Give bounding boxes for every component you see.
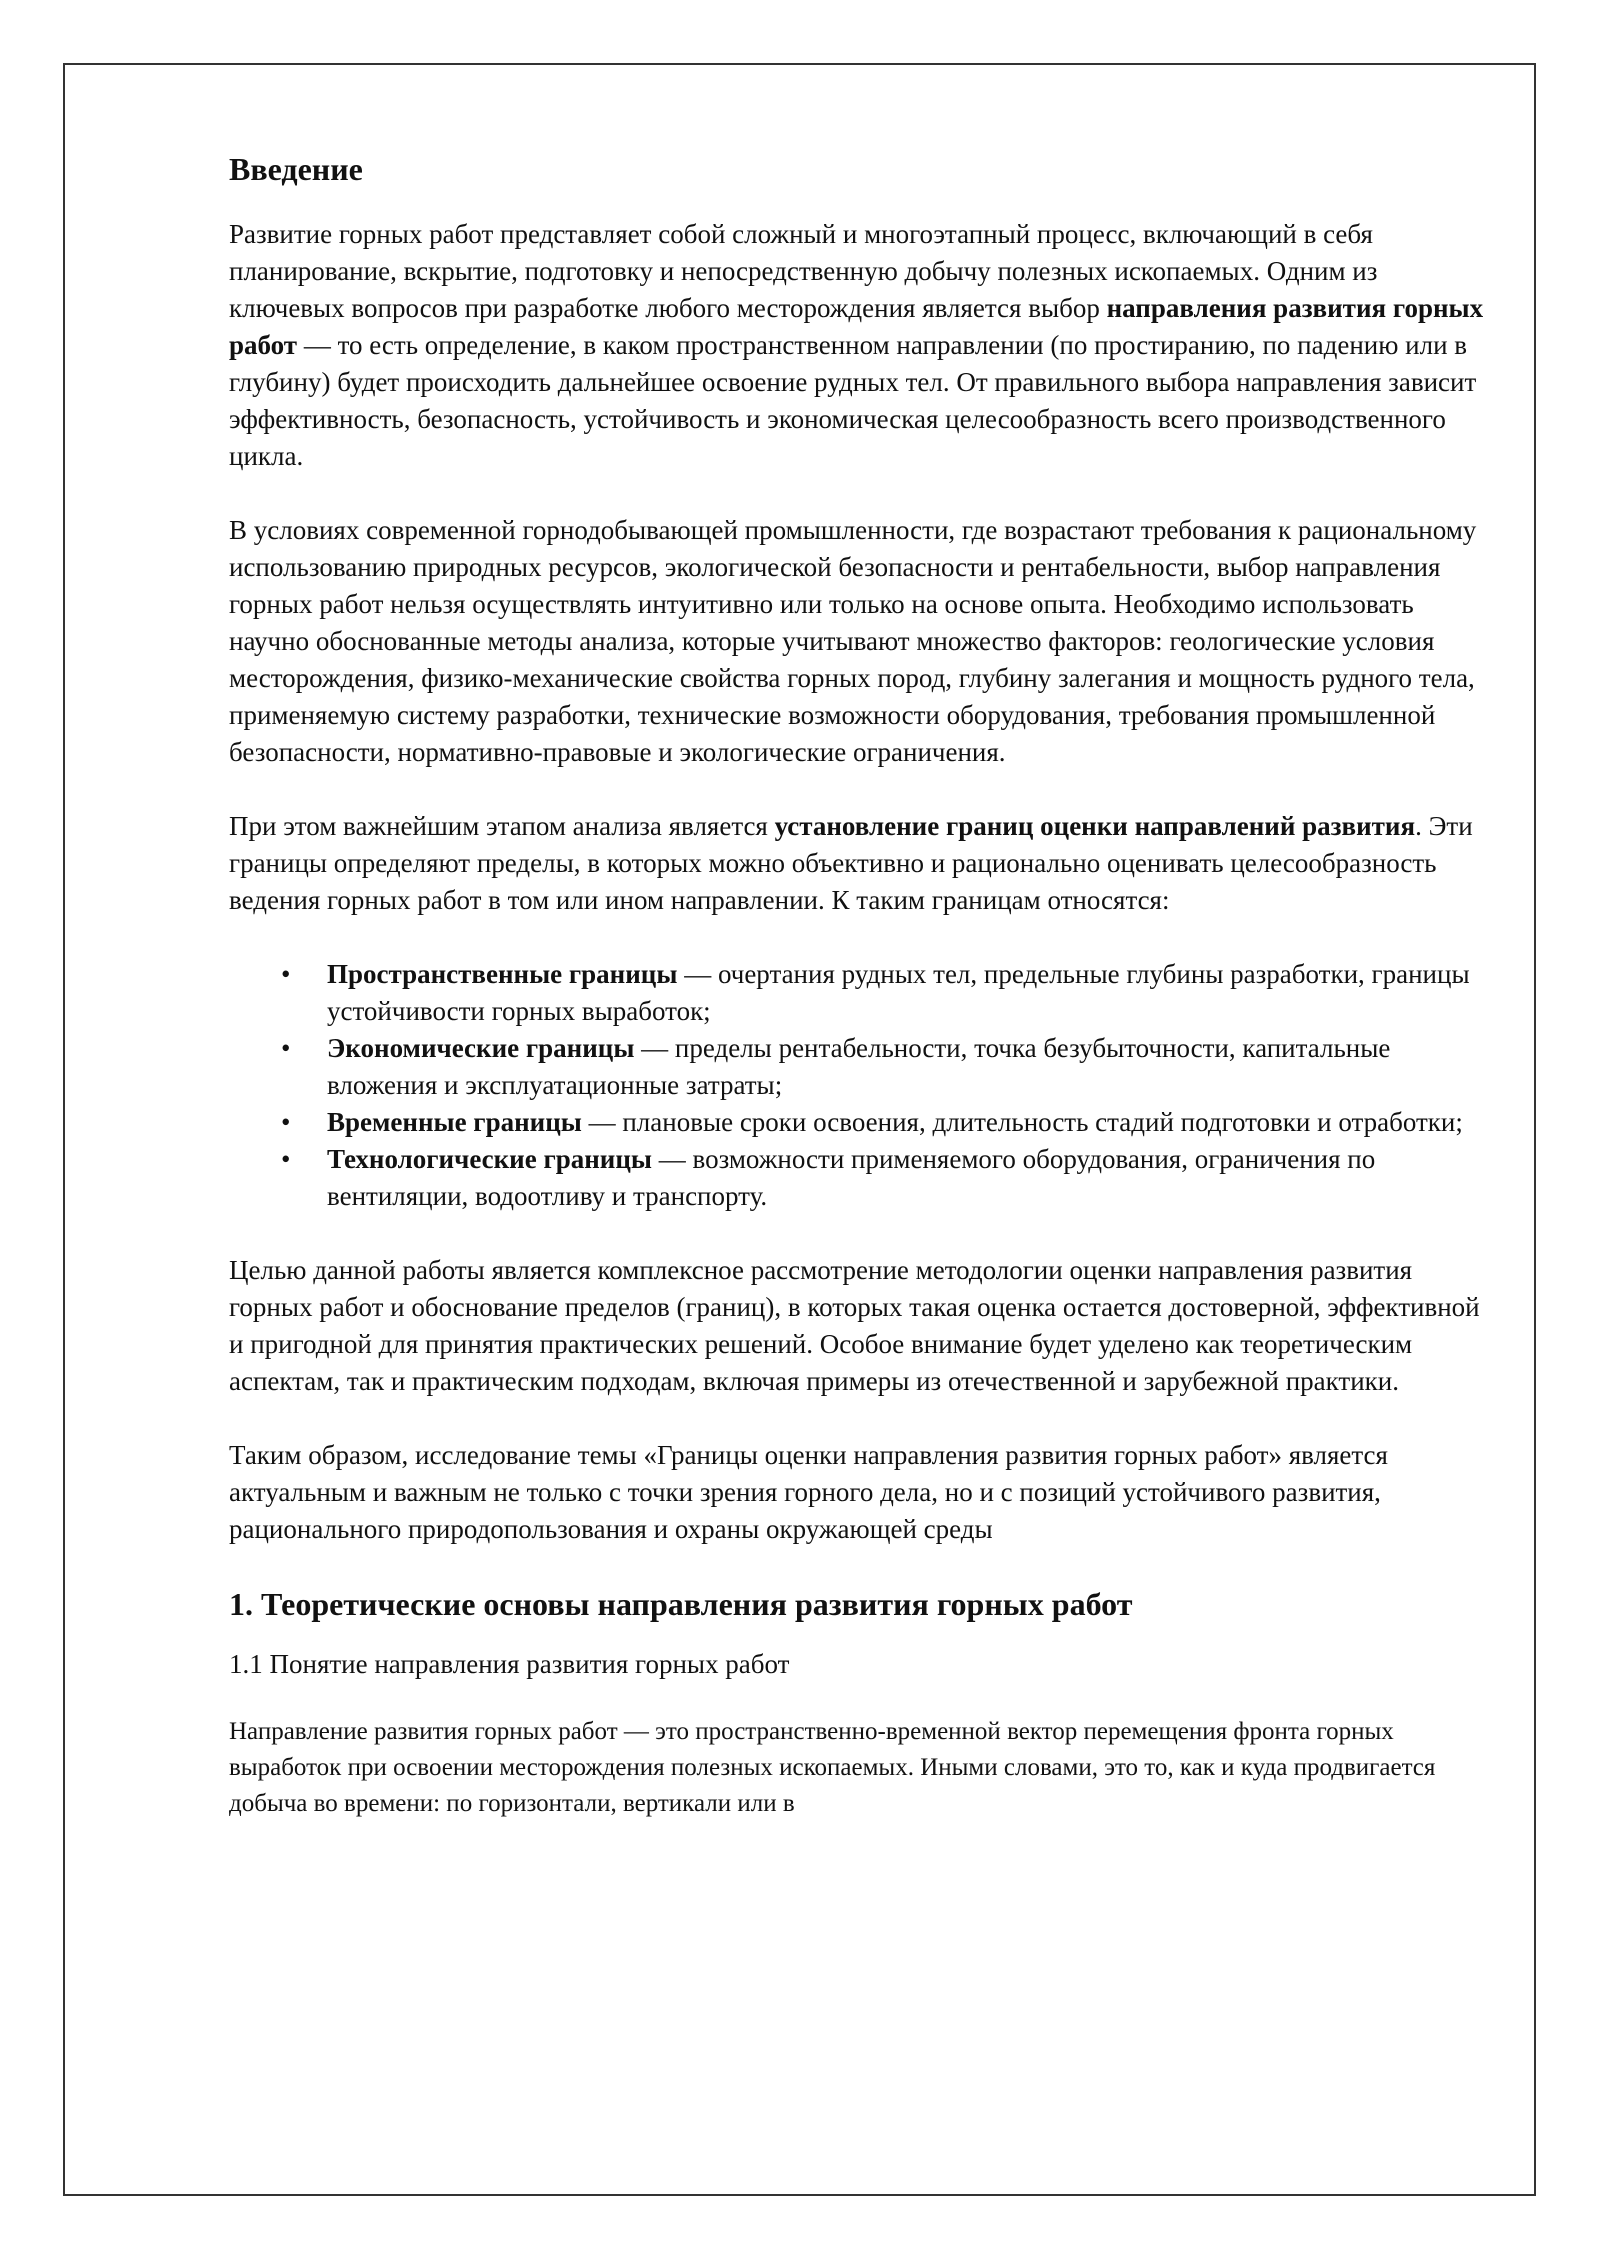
list-item: • Временные границы — плановые сроки освоения, длительность стадий подготовки и отработки; xyxy=(327,1104,1484,1141)
list-item: • Технологические границы — возможности применяемого оборудования, ограничения по вентиляции, водоотливу и транспорту. xyxy=(327,1141,1484,1215)
bullet-icon: • xyxy=(281,959,291,990)
bullet-icon: • xyxy=(281,1107,291,1138)
section-1-heading: 1. Теоретические основы направления развития горных работ xyxy=(229,1586,1133,1623)
document-body xyxy=(229,150,1484,1822)
bullet-icon: • xyxy=(281,1033,291,1064)
intro-paragraph-5: Таким образом, исследование темы «Границы оценки направления развития горных работ» является актуальным и важным не только с точки зрения горного дела, но и с позиций устойчивого развития, рационального природопользования и охраны окружающей среды xyxy=(229,1440,1388,1545)
boundaries-list xyxy=(229,956,1484,1215)
intro-paragraph-1: Развитие горных работ представляет собой сложный и многоэтапный процесс, включающий в себя планирование, вскрытие, подготовку и непосредственную добычу полезных ископаемых. Одним из ключевых вопросов при разработке любого месторождения является выбор направления развития горных работ — то есть определение, в каком пространственном направлении (по простиранию, по падению или в глубину) будет происходить дальнейшее освоение рудных тел. От правильного выбора направления зависит эффективность, безопасность, устойчивость и экономическая целесообразность всего производственного цикла. xyxy=(229,219,1484,472)
intro-paragraph-3-bold: установление границ оценки направлений развития xyxy=(774,811,1416,842)
intro-paragraph-3: При этом важнейшим этапом анализа является установление границ оценки направлений развития. Эти границы определяют пределы, в которых можно объективно и рационально оценивать целесообразность ведения горных работ в том или ином направлении. К таким границам относятся: xyxy=(229,811,1473,916)
list-item: • Экономические границы — пределы рентабельности, точка безубыточности, капитальные вложения и эксплуатационные затраты; xyxy=(327,1030,1484,1104)
intro-heading: Введение xyxy=(229,151,363,187)
intro-paragraph-2: В условиях современной горнодобывающей промышленности, где возрастают требования к рациональному использованию природных ресурсов, экологической безопасности и рентабельности, выбор направления горных работ нельзя осуществлять интуитивно или только на основе опыта. Необходимо использовать научно обоснованные методы анализа, которые учитывают множество факторов: геологические условия месторождения, физико-механические свойства горных пород, глубину залегания и мощность рудного тела, применяемую систему разработки, технические возможности оборудования, требования промышленной безопасности, нормативно-правовые и экологические ограничения. xyxy=(229,515,1477,768)
intro-paragraph-1-bold: направления развития горных работ xyxy=(229,293,1484,361)
bullet-icon: • xyxy=(281,1144,291,1175)
section-1-1-paragraph: Направление развития горных работ — это пространственно-временной вектор перемещения фронта горных выработок при освоении месторождения полезных ископаемых. Иными словами, это то, как и куда продвигается добыча во времени: по горизонтали, вертикали или в xyxy=(229,1718,1436,1818)
section-1-1-subheading: 1.1 Понятие направления развития горных работ xyxy=(229,1648,790,1679)
list-item: • Пространственные границы — очертания рудных тел, предельные глубины разработки, границы устойчивости горных выработок; xyxy=(327,956,1484,1030)
intro-paragraph-4: Целью данной работы является комплексное рассмотрение методологии оценки направления развития горных работ и обоснование пределов (границ), в которых такая оценка остается достоверной, эффективной и пригодной для принятия практических решений. Особое внимание будет уделено как теоретическим аспектам, так и практическим подходам, включая примеры из отечественной и зарубежной практики. xyxy=(229,1255,1480,1397)
